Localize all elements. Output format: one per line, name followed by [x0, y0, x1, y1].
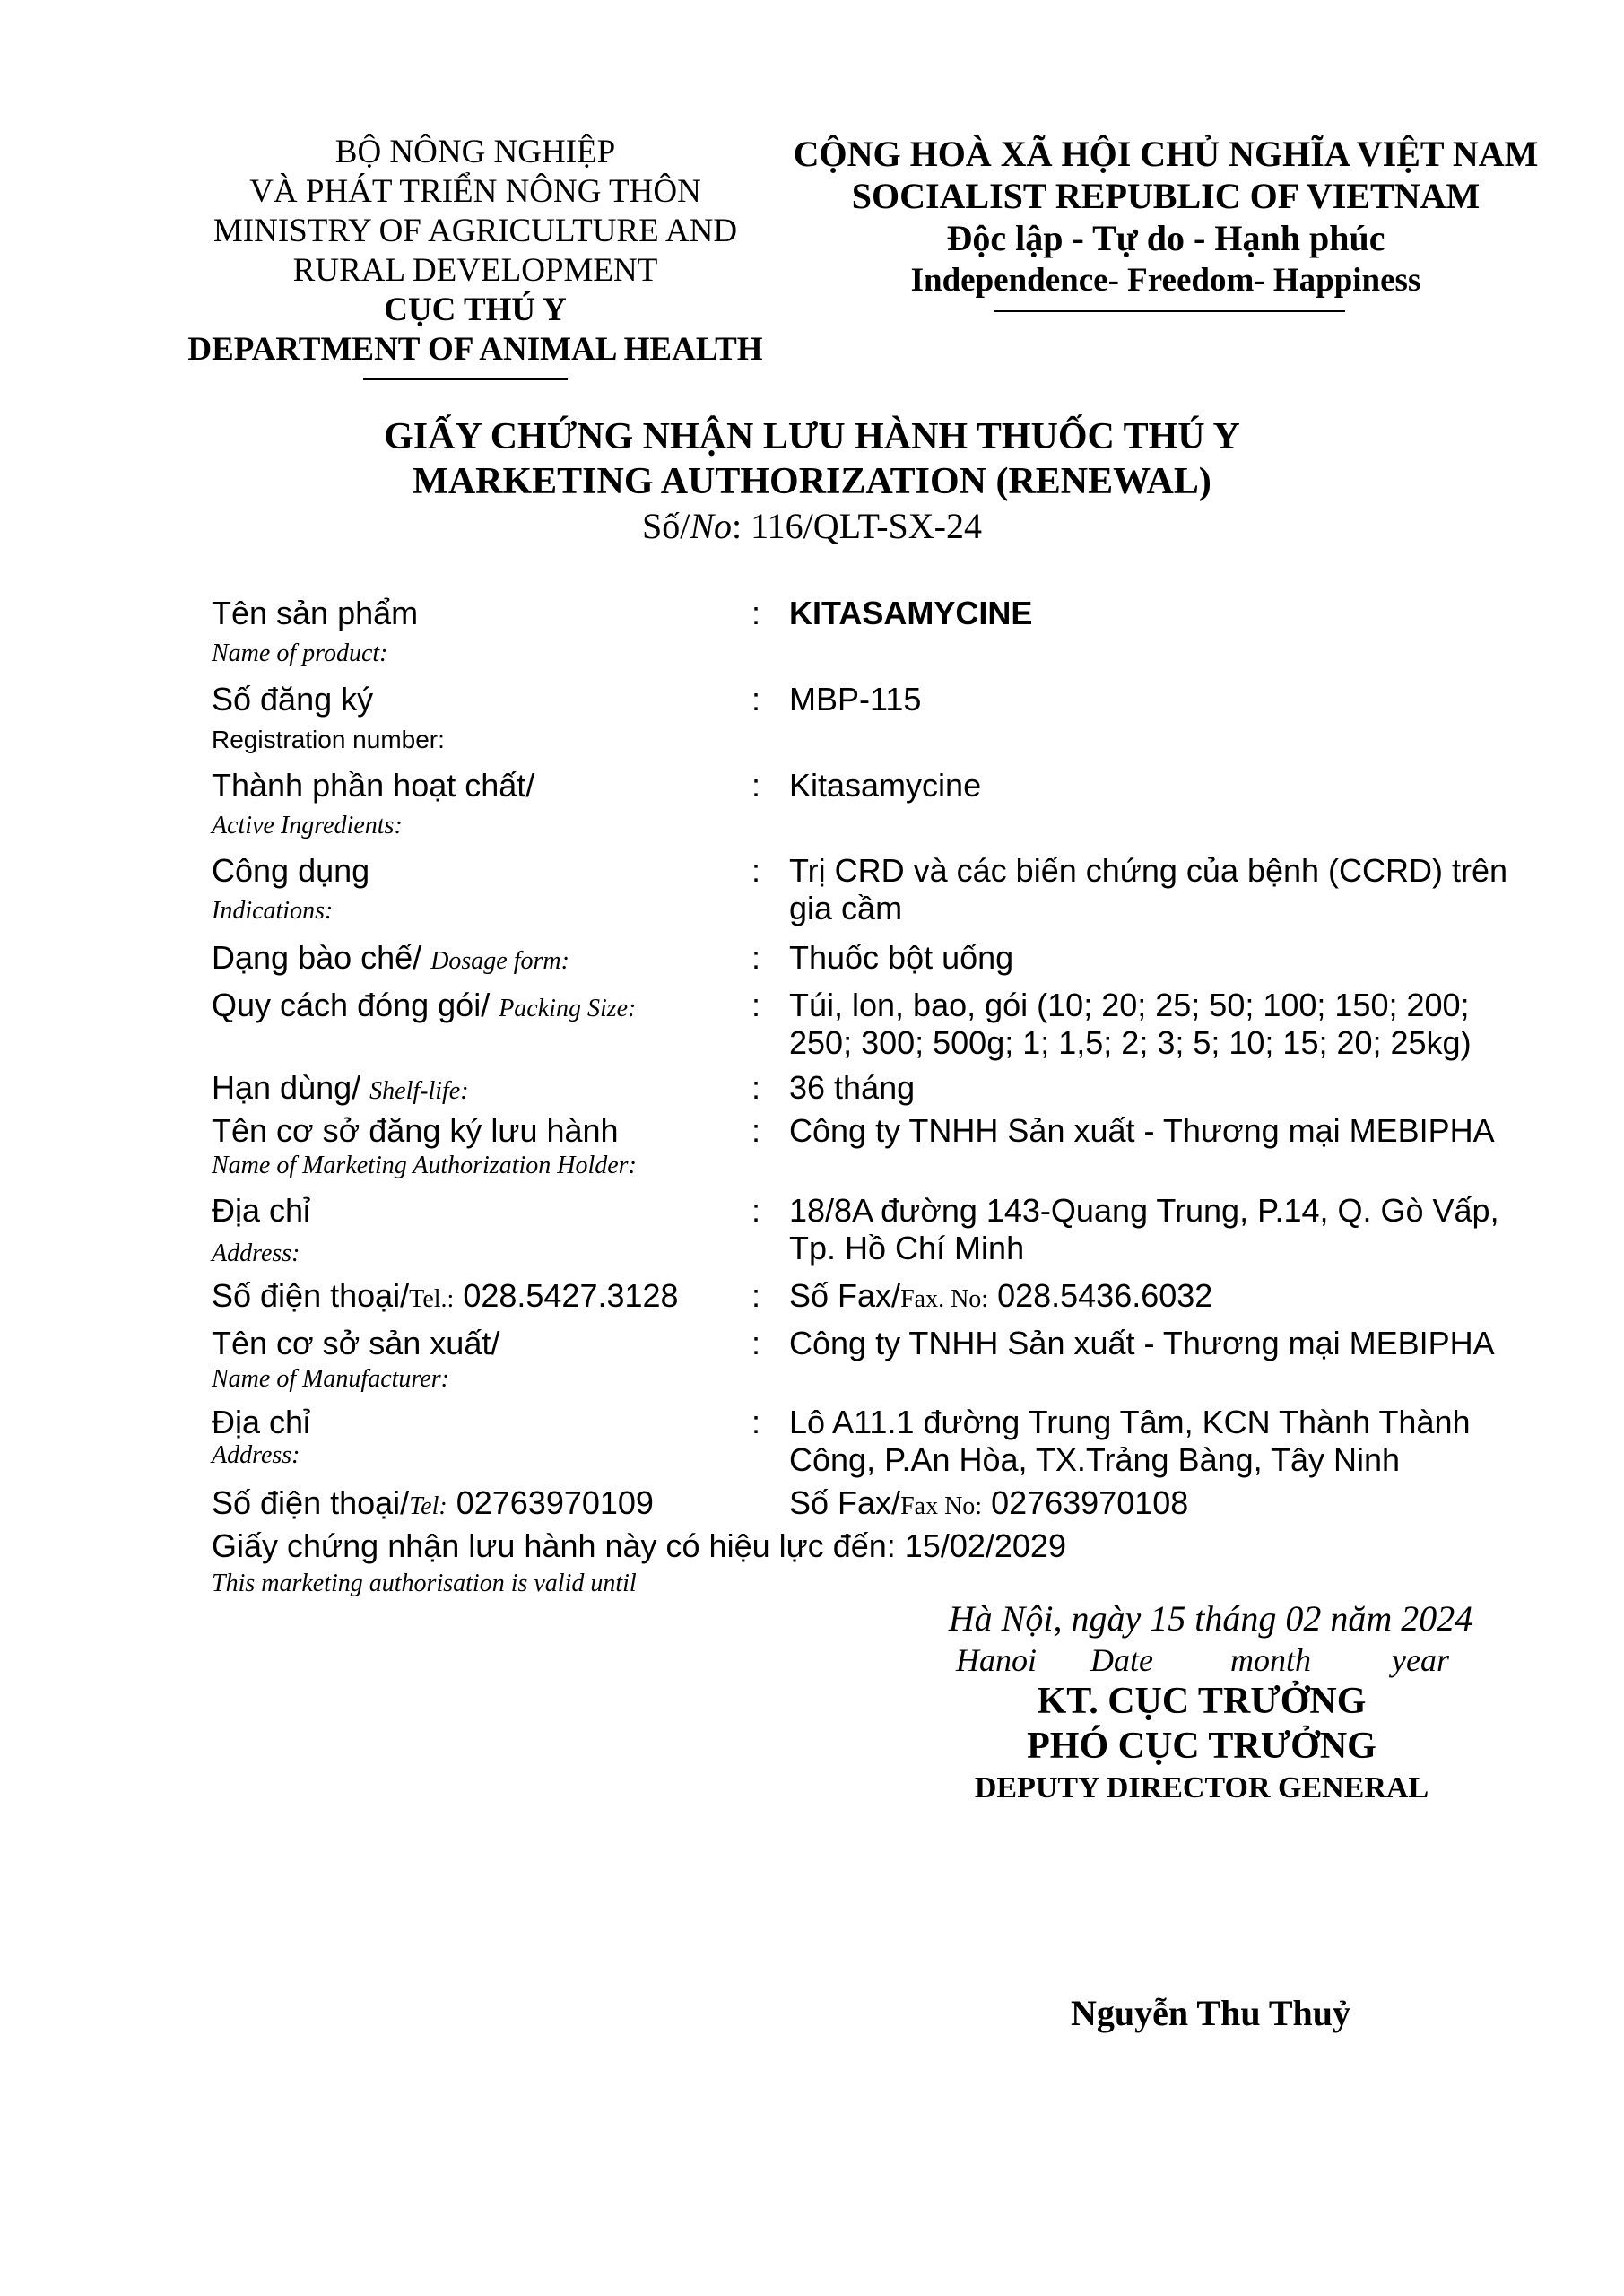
signatory-title-en: DEPUTY DIRECTOR GENERAL [974, 1771, 1429, 1805]
ministry-name-en-2: RURAL DEVELOPMENT [292, 252, 658, 289]
holder-label: Tên cơ sở đăng ký lưu hành [212, 1112, 619, 1149]
holder-address-value [789, 1192, 1515, 1267]
shelf-life-value: 36 tháng [789, 1069, 916, 1106]
holder-phone-value: 028.5427.3128 [454, 1277, 679, 1314]
manufacturer-label-en: Name of Manufacturer: [212, 1365, 449, 1393]
manufacturer-address-label: Địa chỉ [212, 1404, 311, 1440]
manufacturer-address-colon: : [751, 1404, 761, 1440]
state-name-en: SOCIALIST REPUBLIC OF VIETNAM [851, 176, 1481, 216]
header-left-underline [363, 378, 568, 380]
packing-size-value [789, 987, 1515, 1062]
holder-phone-label: Số điện thoại/ [212, 1277, 410, 1314]
manufacturer-value: Công ty TNHH Sản xuất - Thương mại MEBIPHA [789, 1325, 1495, 1361]
registration-label: Số đăng ký [212, 681, 374, 718]
packing-size-colon: : [751, 987, 761, 1023]
motto-vi: Độc lập - Tự do - Hạnh phúc [946, 218, 1385, 258]
validity-statement: Giấy chứng nhận lưu hành này có hiệu lực đến: 15/02/2029 [212, 1527, 1066, 1564]
registration-colon: : [751, 681, 761, 718]
issue-date-en-city: Hanoi [956, 1642, 1037, 1678]
holder-fax-label-en: Fax. No: [900, 1285, 989, 1313]
header-right-underline [994, 310, 1345, 312]
product-colon: : [751, 595, 761, 631]
dosage-form-colon: : [751, 939, 761, 976]
shelf-life-colon: : [751, 1069, 761, 1106]
ministry-name-vi-1: BỘ NÔNG NGHIỆP [334, 134, 616, 170]
manufacturer-address-line-2: Công, P.An Hòa, TX.Trảng Bàng, Tây Ninh [789, 1441, 1401, 1478]
signatory-title [879, 1679, 1524, 1808]
shelf-life-label [212, 1069, 469, 1110]
shelf-life-label-vi: Hạn dùng/ [212, 1069, 370, 1106]
manufacturer-fax-label-en: Fax No: [900, 1492, 983, 1520]
manufacturer-fax-value: 02763970108 [982, 1484, 1189, 1521]
indications-value-line-1: Trị CRD và các biến chứng của bệnh (CCRD) trên [789, 852, 1508, 889]
product-label-en: Name of product: [212, 639, 388, 667]
packing-size-label-vi: Quy cách đóng gói/ [212, 987, 499, 1023]
dosage-form-label-vi: Dạng bào chế/ [212, 939, 431, 976]
holder-address-line-2: Tp. Hồ Chí Minh [789, 1230, 1025, 1266]
holder-phone-colon: : [751, 1277, 761, 1314]
indications-label-en: Indications: [212, 897, 334, 925]
indications-colon: : [751, 852, 761, 889]
registration-label-en: Registration number: [212, 726, 445, 753]
packing-size-label-en: Packing Size: [499, 995, 637, 1022]
document-number-prefix: Số/ [642, 506, 690, 546]
holder-address-line-1: 18/8A đường 143-Quang Trung, P.14, Q. Gò Vấp, [789, 1192, 1499, 1229]
active-ingredients-label: Thành phần hoạt chất/ [212, 767, 535, 804]
department-name-vi: CỤC THÚ Y [384, 291, 567, 328]
document-number-value: : 116/QLT-SX-24 [732, 506, 982, 546]
active-ingredients-colon: : [751, 767, 761, 804]
active-ingredients-label-en: Active Ingredients: [212, 812, 403, 839]
holder-colon: : [751, 1112, 761, 1149]
holder-value: Công ty TNHH Sản xuất - Thương mại MEBIPHA [789, 1112, 1495, 1149]
state-name-vi: CỘNG HOÀ XÃ HỘI CHỦ NGHĨA VIỆT NAM [793, 134, 1539, 174]
manufacturer-phone-label: Số điện thoại/ [212, 1484, 410, 1521]
indications-label: Công dụng [212, 852, 370, 889]
issue-date-en-month: month [1230, 1642, 1311, 1678]
holder-fax-label: Số Fax/ [789, 1277, 901, 1314]
state-header [789, 133, 1542, 301]
active-ingredients-value: Kitasamycine [789, 767, 982, 804]
packing-size-value-line-1: Túi, lon, bao, gói (10; 20; 25; 50; 100; 150; 200; [789, 987, 1470, 1023]
product-value: KITASAMYCINE [789, 595, 1033, 631]
holder-phone [212, 1277, 679, 1318]
issue-date-en-date: Date [1090, 1642, 1153, 1678]
packing-size-label [212, 987, 636, 1028]
manufacturer-fax [789, 1484, 1515, 1526]
dosage-form-label-en: Dosage form: [430, 947, 569, 975]
ministry-header [161, 133, 789, 370]
indications-value [789, 852, 1515, 927]
manufacturer-address-value [789, 1404, 1515, 1479]
validity-statement-en: This marketing authorisation is valid until [212, 1570, 637, 1597]
issue-date: Hà Nội, ngày 15 tháng 02 năm 2024 [948, 1598, 1473, 1639]
registration-value: MBP-115 [789, 681, 922, 718]
manufacturer-fax-label: Số Fax/ [789, 1484, 901, 1521]
ministry-name-vi-2: VÀ PHÁT TRIỂN NÔNG THÔN [249, 173, 701, 210]
holder-fax [789, 1277, 1515, 1318]
document-number [0, 504, 1624, 549]
shelf-life-label-en: Shelf-life: [369, 1077, 469, 1105]
packing-size-value-line-2: 250; 300; 500g; 1; 1,5; 2; 3; 5; 10; 15; 20; 25kg) [789, 1024, 1472, 1061]
manufacturer-address-label-en: Address: [212, 1441, 300, 1469]
ministry-name-en-1: MINISTRY OF AGRICULTURE AND [213, 213, 738, 249]
manufacturer-colon: : [751, 1325, 761, 1361]
department-name-en: DEPARTMENT OF ANIMAL HEALTH [187, 331, 763, 368]
holder-address-label: Địa chỉ [212, 1192, 311, 1229]
signatory-title-2: PHÓ CỤC TRƯỞNG [1027, 1726, 1376, 1767]
issue-date-en-year: year [1392, 1642, 1449, 1678]
dosage-form-label [212, 939, 569, 980]
dosage-form-value: Thuốc bột uống [789, 939, 1014, 976]
title-en: MARKETING AUTHORIZATION (RENEWAL) [413, 461, 1211, 502]
title-vi: GIẤY CHỨNG NHẬN LƯU HÀNH THUỐC THÚ Y [384, 416, 1240, 457]
manufacturer-address-line-1: Lô A11.1 đường Trung Tâm, KCN Thành Thành [789, 1404, 1471, 1440]
signatory-title-1: KT. CỤC TRƯỞNG [1037, 1681, 1367, 1722]
indications-value-line-2: gia cầm [789, 890, 903, 926]
motto-en: Independence- Freedom- Happiness [910, 262, 1421, 299]
product-label: Tên sản phẩm [212, 595, 419, 631]
document-number-label: No [690, 506, 733, 546]
document-title [0, 414, 1624, 549]
manufacturer-phone [212, 1484, 654, 1526]
signer-name: Nguyễn Thu Thuỷ [1070, 1993, 1351, 2033]
manufacturer-phone-value: 02763970109 [447, 1484, 654, 1521]
holder-fax-value: 028.5436.6032 [988, 1277, 1213, 1314]
holder-address-colon: : [751, 1192, 761, 1229]
manufacturer-phone-label-en: Tel: [409, 1492, 447, 1520]
issue-date-en [942, 1641, 1480, 1679]
holder-label-en: Name of Marketing Authorization Holder: [212, 1152, 637, 1179]
manufacturer-label: Tên cơ sở sản xuất/ [212, 1325, 500, 1361]
holder-address-label-en: Address: [212, 1239, 300, 1267]
holder-phone-label-en: Tel.: [409, 1285, 455, 1313]
